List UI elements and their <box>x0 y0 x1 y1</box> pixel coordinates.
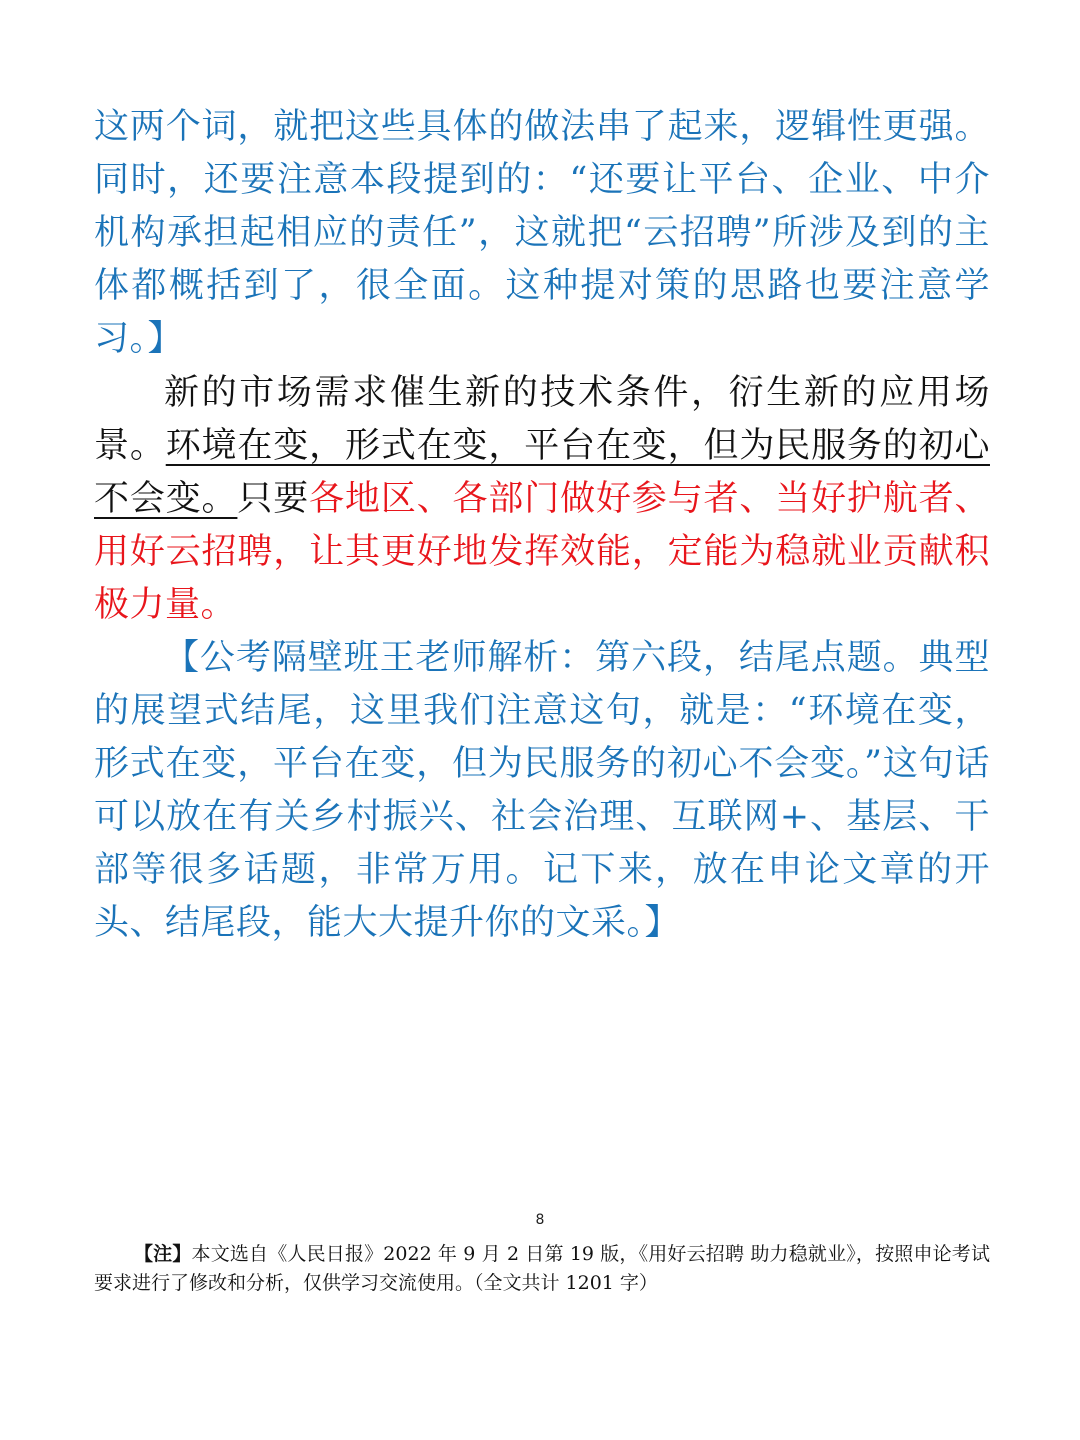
article-paragraph-6 <box>94 367 990 632</box>
footnote-text: 本文选自《人民日报》2022 年 9 月 2 日第 19 版，《用好云招聘 助力稳就业》，按照申论考试要求进行了修改和分析，仅供学习交流使用。（全文共计 1201 字） <box>94 1243 990 1294</box>
highlighted-conclusion: 各地区、各部门做好参与者、当好护航者、用好云招聘，让其更好地发挥效能，定能为稳就业贡献积极力量。 <box>94 479 990 625</box>
analysis-text-2: 【公考隔壁班王老师解析：第六段，结尾点题。典型的展望式结尾，这里我们注意这句，就是：“环境在变，形式在变，平台在变，但为民服务的初心不会变。”这句话可以放在有关乡村振兴、社会治理、互联网+、基层、干部等很多话题，非常万用。记下来，放在申论文章的开头、结尾段，能大大提升你的文采。】 <box>94 638 990 943</box>
analysis-paragraph-6 <box>94 632 990 950</box>
article-paragraph-text <box>94 367 990 632</box>
analysis-paragraph-continued <box>94 101 990 366</box>
page-number: 8 <box>535 1212 545 1228</box>
underlined-key-sentence: 环境在变，形式在变，平台在变，但为民服务的初心不会变。 <box>94 426 990 519</box>
analysis-text-1: 这两个词，就把这些具体的做法串了起来，逻辑性更强。同时，还要注意本段提到的：“还要让平台、企业、中介机构承担起相应的责任”，这就把“云招聘”所涉及到的主体都概括到了，很全面。这种提对策的思路也要注意学习。】 <box>94 107 990 359</box>
article-connector: 只要 <box>237 479 310 519</box>
footnote-label: 【注】 <box>134 1243 192 1265</box>
footnote <box>94 1240 990 1298</box>
article-sentence-1: 新的市场需求催生新的技术条件，衍生新的应用场景。 <box>94 373 990 466</box>
